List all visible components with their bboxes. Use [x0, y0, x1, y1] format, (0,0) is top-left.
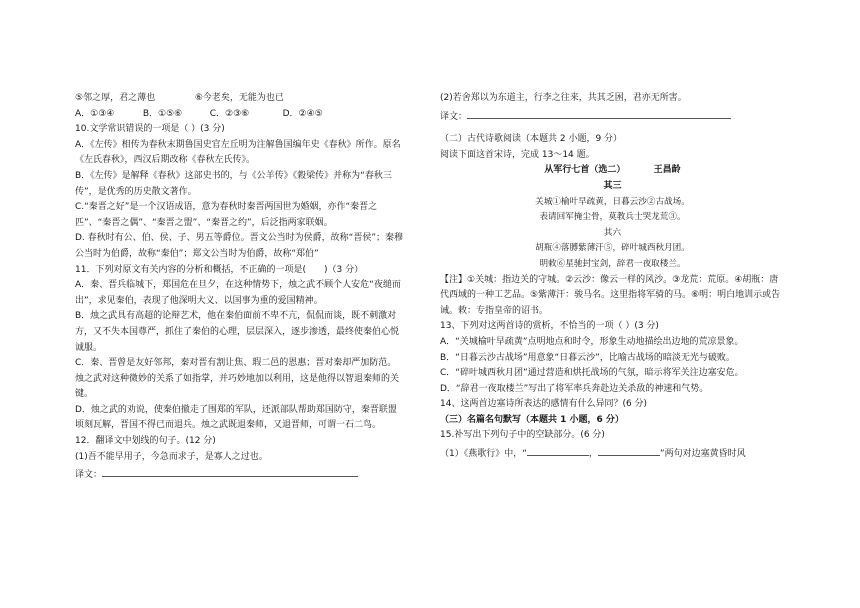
choice-b: B．①⑤⑥ [142, 108, 183, 119]
q13-option-d: D．“辞君一夜取楼兰”写出了将军率兵奔赴边关杀敌的神速和气势。 [440, 383, 709, 394]
section-2-title: （二）古代诗歌阅读（本题共 2 小题，9 分） [440, 134, 623, 145]
poem-subtitle-2: 其六 [603, 227, 622, 238]
q15-item-1-comma: ， [588, 449, 598, 460]
q10-stem: 10.文学常识错误的一项是（ ）(3 分) [75, 124, 225, 135]
q11-option-c: C．秦、晋曾是友好邻邦，秦对晋有割让焦、瑕二邑的恩惠；晋对秦却严加防范。烛之武对这种微妙的关系了如指掌，并巧妙地加以利用，这是他得以智退秦师的关键。 [75, 358, 400, 400]
translation-label: 译文： [440, 111, 468, 122]
poem-author: 王昌龄 [653, 165, 681, 176]
section-2-instruction: 阅读下面这首宋诗，完成 13～14 题。 [440, 149, 595, 160]
q11-stem: 11．下列对原文有关内容的分析和概括，不正确的一项是( )（3 分） [75, 264, 364, 275]
poem-line-1: 关城①榆叶早疏黄，日暮云沙②古战场。 [535, 196, 690, 207]
poem-line-4: 明敕⑥星驰封宝剑，辞君一夜取楼兰。 [539, 258, 686, 269]
q11-option-b: B．烛之武具有高超的论辩艺术，他在秦伯面前不卑不亢，侃侃而谈，既不刺激对方，又不失本国尊严，抓住了秦伯的心理，层层深入，逐步渗透，最终使秦伯心悦诚服。 [75, 311, 400, 353]
option-5: ⑤邻之厚，君之薄也 [75, 93, 156, 103]
poem-heading [440, 163, 785, 179]
choice-c: C．②③⑥ [209, 108, 250, 119]
q15-item-1-suffix: ”两句对边塞黄昏时风 [659, 449, 746, 460]
q13-option-c: C．“碎叶城西秋月团”通过营造和烘托战场的气氛，暗示将军关注边塞安危。 [440, 368, 744, 379]
q10-option-d: D. 春秋时有公、伯、侯、子、男五等爵位。晋文公当时为侯爵，故称“晋侯”；秦穆公当时为伯爵，故称“秦伯”；郑文公当时为伯爵，故称“郑伯” [75, 233, 403, 259]
q13-option-b: B．“日暮云沙古战场”用意象“日暮云沙”，比喻古战场的暗淡无光与破败。 [440, 352, 735, 363]
option-6: ⑥今老矣，无能为也已 [194, 93, 284, 103]
q13-stem: 13、下列对这两首诗的赏析，不恰当的一项（ ）(3 分) [440, 321, 659, 332]
q15-stem: 15.补写出下列句子中的空缺部分。(6 分) [440, 430, 605, 441]
q11-option-d: D．烛之武的劝说，使秦伯撤走了围郑的军队，还派部队帮助郑国防守，秦晋联盟顷刻瓦解，晋国不得已而退兵。烛之武既退秦师，又退晋师，可谓一石二鸟。 [75, 404, 397, 431]
left-column [75, 91, 403, 484]
q10-option-c: C.“秦晋之好”是一个汉语成语，意为春秋时秦晋两国世为婚姻，亦作“秦晋之匹”、“秦晋之偶”、“秦晋之盟”、“秦晋之约”，后泛指两家联姻。 [75, 202, 378, 228]
poem-notes: 【注】①关城：指边关的守城。②云沙：像云一样的风沙。③龙荒：荒原。④胡瓶：唐代西域的一种工艺品。⑤紫薄汗：骏马名。这里指将军骑的马。⑥明：明白地训示或告诫。敕：专指皇帝的诏书。 [440, 274, 781, 316]
q11-option-a: A．秦、晋兵临城下，郑国危在旦夕，在这种情势下，烛之武不顾个人安危“夜缒而出”，求见秦伯，表现了他深明大义、以国事为重的爱国精神。 [75, 280, 401, 306]
poem-title: 从军行七首（选二） [544, 165, 626, 176]
poem-line-3: 胡瓶④落膊紫薄汗⑤，碎叶城西秋月团。 [535, 243, 690, 254]
poem-subtitle-1: 其三 [603, 180, 622, 191]
fill-blank-2[interactable] [598, 444, 660, 456]
translation-blank[interactable] [467, 107, 731, 119]
q14-stem: 14、这两首边塞诗所表达的感情有什么异同？(6 分) [440, 399, 648, 410]
q10-option-b: B．《左传》是解释《春秋》这部史书的，与《公羊传》《穀梁传》并称为“春秋三传”，是优秀的历史散文著作。 [75, 170, 392, 197]
translation-blank[interactable] [102, 465, 358, 477]
poem-line-2: 表请回军掩尘骨，莫教兵士哭龙荒③。 [539, 212, 686, 223]
q12-sentence-1: (1)吾不能早用子，今急而求子，是寡人之过也。 [75, 451, 268, 462]
q12-translation-1 [75, 465, 403, 484]
q10-option-a: A．《左传》相传为春秋末期鲁国史官左丘明为注解鲁国编年史《春秋》所作。原名《左氏春秋》，西汉后期改称《春秋左氏传》。 [75, 139, 401, 166]
q15-item-1-prefix: （1）《燕歌行》中，“ [440, 449, 527, 460]
right-column [440, 91, 785, 463]
section-3-title: （三）名篇名句默写（本题共 1 小题，6 分） [440, 414, 624, 425]
q13-option-a: A．“关城榆叶早疏黄”点明地点和时令，形象生动地描绘出边地的荒凉景象。 [440, 336, 744, 347]
q12-translation-2 [440, 107, 785, 126]
choice-a: A．①③④ [75, 108, 115, 119]
translation-label: 译文： [75, 470, 103, 481]
q15-item-1 [440, 444, 785, 463]
q12-sentence-2: (2)若舍郑以为东道主，行李之往来，共其乏困，君亦无所害。 [440, 93, 687, 103]
fill-blank-1[interactable] [527, 444, 589, 456]
option-line-5-6 [75, 91, 403, 107]
q9-choices [75, 107, 403, 123]
q12-stem: 12．翻译文中划线的句子。(12 分) [75, 436, 216, 447]
choice-d: D．②④⑤ [282, 108, 323, 119]
